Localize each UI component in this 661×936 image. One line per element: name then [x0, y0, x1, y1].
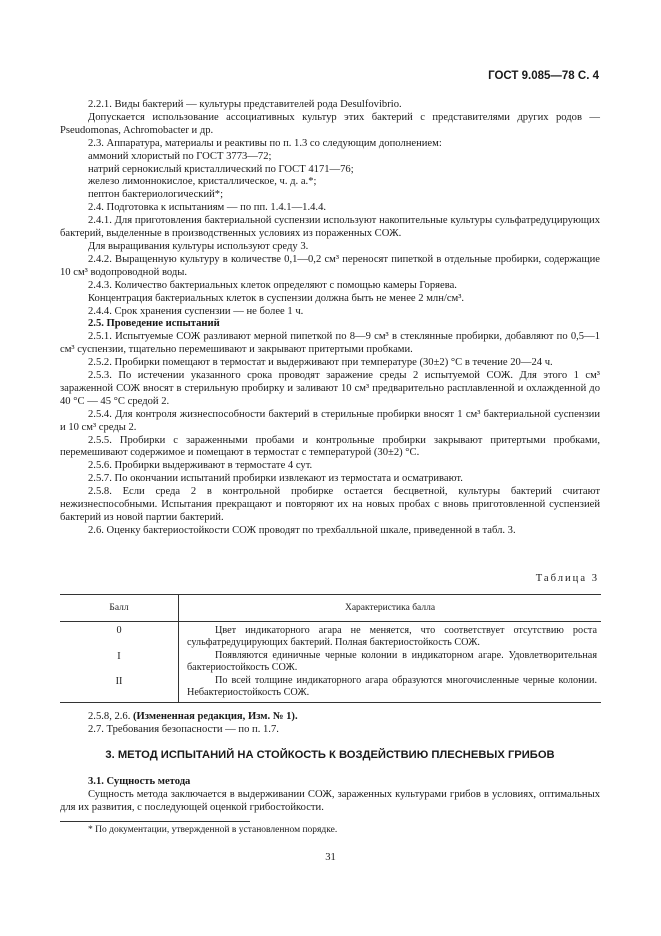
paragraph: аммоний хлористый по ГОСТ 3773—72;	[88, 150, 272, 162]
paragraph: 2.5.1. Испытуемые СОЖ разливают мерной пипеткой по 8—9 см³ в стеклянные пробирки, добавляют по 0,5—1 см³ суспензии, тщательно перемешивают и закрывают притертыми пробками.	[60, 331, 600, 356]
paragraph: 2.4.4. Срок хранения суспензии — не более 1 ч.	[88, 305, 304, 317]
paragraph: 2.5.7. По окончании испытаний пробирки извлекают из термостата и осматривают.	[88, 473, 463, 485]
page-number: 31	[325, 852, 336, 863]
paragraph: 2.5.3. По истечении указанного срока проводят заражение среды 2 испытуемой СОЖ. Для этого 1 см³ зараженной СОЖ вносят в стерильную пробирку и заливают 10 см³ предварительно расплавленной и охлажденной до 40 °С — 45 °С средой 2.	[60, 370, 600, 407]
after-table-text	[60, 711, 600, 737]
paragraph: 2.3. Аппаратура, материалы и реактивы по п. 1.3 со следующим дополнением:	[88, 137, 442, 149]
body-text	[60, 99, 600, 538]
table-row	[60, 650, 601, 675]
score-table	[60, 594, 601, 703]
section-3-1	[60, 776, 600, 815]
amendment-prefix: 2.5.8, 2.6.	[88, 711, 134, 722]
section-heading: 2.5. Проведение испытаний	[88, 318, 220, 330]
amendment-note	[60, 711, 600, 724]
amendment-bold: (Измененная редакция, Изм. № 1).	[133, 711, 298, 722]
table-caption: Таблица 3	[535, 573, 599, 584]
paragraph: натрий сернокислый кристаллический по ГОСТ 4171—76;	[88, 163, 354, 175]
footnote-divider	[60, 821, 250, 822]
table-cell-score: I	[60, 650, 179, 675]
paragraph: 2.4. Подготовка к испытаниям — по пп. 1.4.1—1.4.4.	[88, 202, 327, 214]
table-row	[60, 622, 601, 650]
subsection-heading: 3.1. Сущность метода	[88, 776, 191, 787]
paragraph: 2.2.1. Виды бактерий — культуры представителей рода Desulfovibrio.	[88, 99, 402, 110]
paragraph: 2.5.8. Если среда 2 в контрольной пробирке остается бесцветной, культуры бактерий считают нежизнеспособными. Испытания прекращают и повторяют их на новых пробах с вновь приготовленной суспензией бактерий из новой партии бактерий.	[60, 486, 600, 523]
table-cell-score: II	[60, 675, 179, 703]
table-header-score: Балл	[60, 595, 179, 622]
footnote: * По документации, утвержденной в установленном порядке.	[88, 825, 338, 835]
paragraph: 2.5.5. Пробирки с зараженными пробами и контрольные пробирки закрывают притертыми пробками, перемешивают содержимое и помещают в термостат с температурой (30±2) °С.	[60, 434, 600, 459]
table-header-description: Характеристика балла	[179, 595, 602, 622]
paragraph: железо лимоннокислое, кристаллическое, ч. д. а.*;	[88, 176, 317, 188]
table-cell-description: Появляются единичные черные колонии в индикаторном агаре. Удовлетворительная бактериостойкость СОЖ.	[187, 649, 597, 674]
paragraph: 2.7. Требования безопасности — по п. 1.7.	[88, 723, 279, 735]
section-title: 3. МЕТОД ИСПЫТАНИЙ НА СТОЙКОСТЬ К ВОЗДЕЙСТВИЮ ПЛЕСНЕВЫХ ГРИБОВ	[105, 749, 555, 761]
paragraph: 2.4.1. Для приготовления бактериальной суспензии используют накопительные культуры сульфатредуцирующих бактерий, выделенные в производственных условиях из пораженных СОЖ.	[60, 215, 600, 240]
paragraph: пептон бактериологический*;	[88, 189, 224, 201]
paragraph: Для выращивания культуры используют среду 3.	[88, 240, 309, 252]
table-cell-description: Цвет индикаторного агара не меняется, что соответствует отсутствию роста сульфатредуцирующих бактерий. Полная бактериостойкость СОЖ.	[187, 625, 597, 649]
paragraph: 2.5.2. Пробирки помещают в термостат и выдерживают при температуре (30±2) °С в течение 20—24 ч.	[88, 357, 553, 369]
table-row	[60, 675, 601, 703]
paragraph: Сущность метода заключается в выдерживании СОЖ, зараженных культурами грибов в условиях, оптимальных для их развития, с последующей оценкой грибостойкости.	[60, 788, 600, 813]
paragraph: 2.5.4. Для контроля жизнеспособности бактерий в стерильные пробирки вносят 1 см³ бактериальной суспензии и 10 см³ среды 2.	[60, 408, 600, 433]
table-cell-score: 0	[60, 622, 179, 650]
paragraph: 2.4.3. Количество бактериальных клеток определяют с помощью камеры Горяева.	[88, 279, 457, 291]
paragraph: 2.6. Оценку бактериостойкости СОЖ проводят по трехбалльной шкале, приведенной в табл. 3.	[88, 524, 516, 536]
paragraph: 2.4.2. Выращенную культуру в количестве 0,1—0,2 см³ переносят пипеткой в отдельные пробирки, содержащие 10 см³ водопроводной воды.	[60, 253, 600, 278]
paragraph: Допускается использование ассоциативных культур этих бактерий с представителями других родов — Pseudomonas, Achromobacter и др.	[60, 111, 600, 136]
paragraph: Концентрация бактериальных клеток в суспензии должна быть не менее 2 млн/см³.	[88, 292, 465, 304]
paragraph: 2.5.6. Пробирки выдерживают в термостате 4 сут.	[88, 460, 313, 472]
page-header: ГОСТ 9.085—78 С. 4	[488, 70, 599, 82]
table-header-row	[60, 595, 601, 622]
table-cell-description: По всей толщине индикаторного агара образуются многочисленные черные колонии. Небактериостойкость СОЖ.	[179, 675, 602, 703]
